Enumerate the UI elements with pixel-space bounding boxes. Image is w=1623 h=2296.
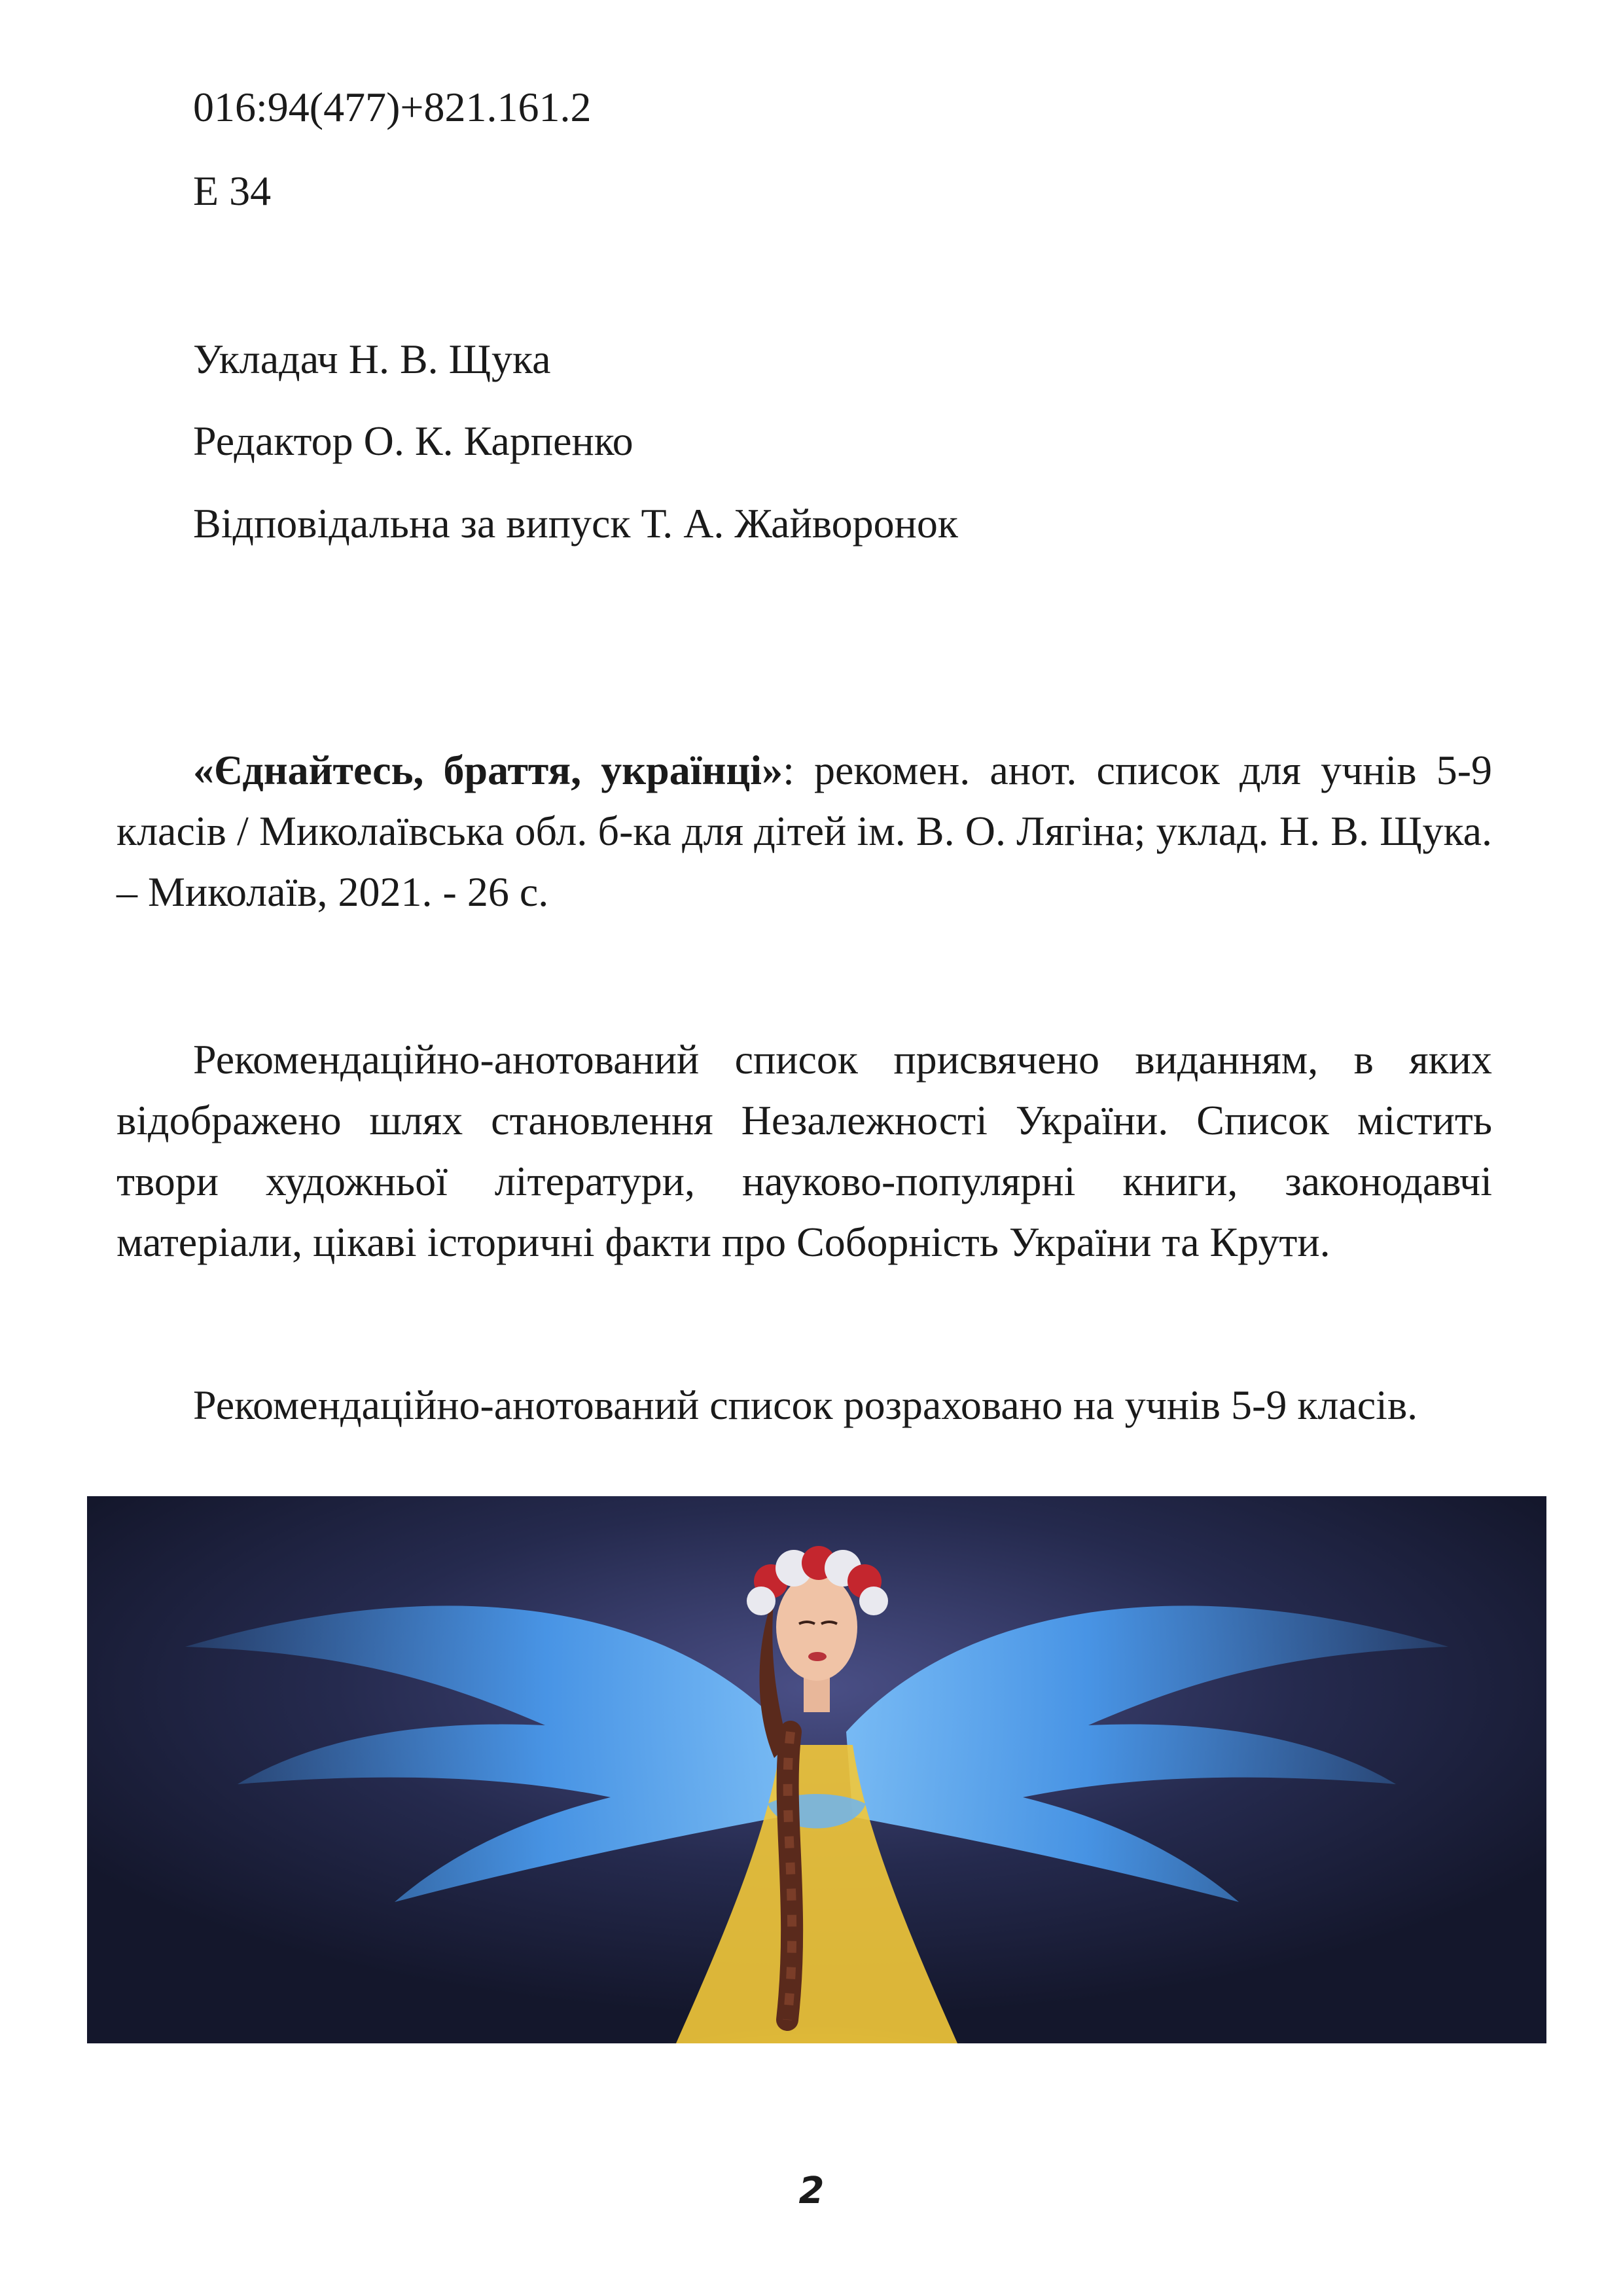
editor-credit: Редактор О. К. Карпенко bbox=[193, 418, 633, 464]
angel-illustration bbox=[87, 1496, 1546, 2043]
author-mark: Е 34 bbox=[193, 168, 272, 214]
compiler-credit: Укладач Н. В. Щука bbox=[193, 336, 551, 382]
responsible-credit: Відповідальна за випуск Т. А. Жайворонок bbox=[193, 500, 958, 547]
bibliographic-citation bbox=[116, 740, 1492, 922]
citation-title: «Єднайтесь, браття, українці» bbox=[193, 747, 783, 793]
page-number: 2 bbox=[798, 2170, 825, 2212]
audience-note: Рекомендаційно-анотований список розраховано на учнів 5-9 класів. bbox=[193, 1382, 1418, 1428]
citation-details: : рекомен. анот. список для учнів 5-9 класів / Миколаївська обл. б-ка для дітей ім. В. О. Лягіна; уклад. Н. В. Щука. – Миколаїв, 2021. - 26 с. bbox=[116, 747, 1492, 915]
udc-index: 016:94(477)+821.161.2 bbox=[193, 84, 592, 130]
annotation-paragraph: Рекомендаційно-анотований список присвячено виданням, в яких відображено шлях становлення Незалежності України. Список містить твори художньої літератури, науково-популярні книги, законодавчі матеріали, цікаві історичні факти про Соборність України та Крути. bbox=[116, 1036, 1492, 1265]
